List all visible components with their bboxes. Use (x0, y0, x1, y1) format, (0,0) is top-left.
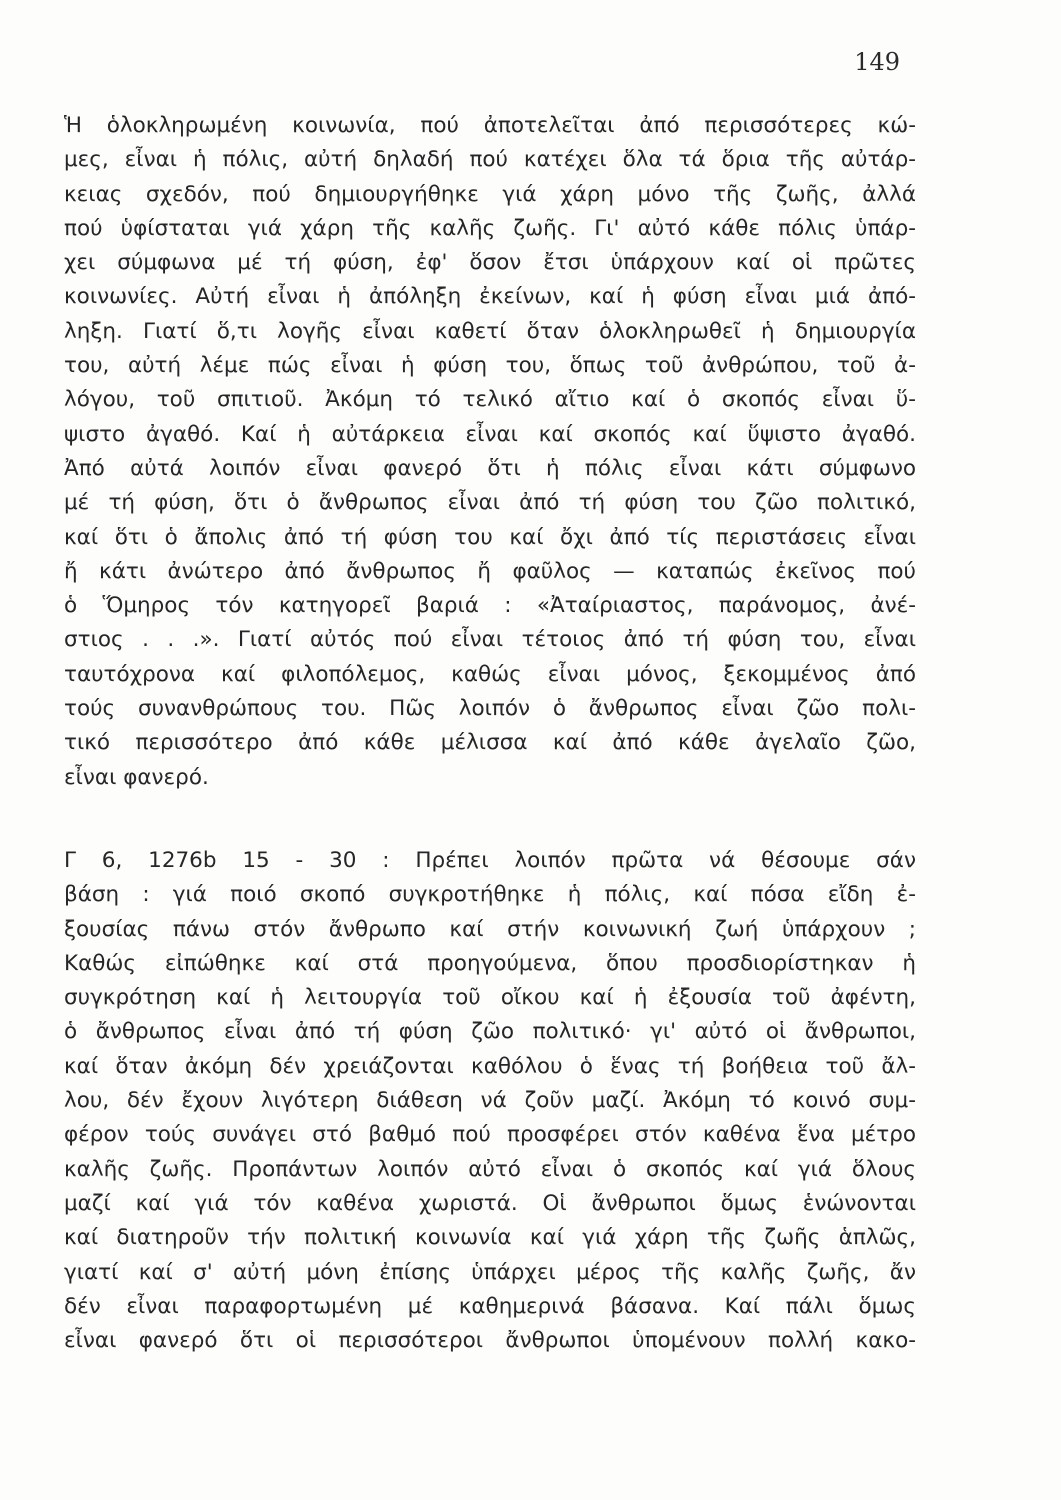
text-line: Ἡ ὁλοκληρωμένη κοινωνία, πού ἀποτελεῖται ἀπό περισσότερες κώ- (64, 113, 916, 138)
text-line: του, αὐτή λέμε πώς εἶναι ἡ φύση του, ὅπως τοῦ ἀνθρώπου, τοῦ ἀ- (64, 353, 916, 379)
text-line: ὁ ἄνθρωπος εἶναι ἀπό τή φύση ζῶο πολιτικό· γι' αὐτό οἱ ἄνθρωποι, (64, 1019, 916, 1045)
text-line: ψιστο ἀγαθό. Καί ἡ αὐτάρκεια εἶναι καί σκοπός καί ὕψιστο ἀγαθό. (64, 421, 916, 447)
text-line: λου, δέν ἔχουν λιγότερη διάθεση νά ζοῦν μαζί. Ἀκόμη τό κοινό συμ- (64, 1088, 916, 1114)
page-number: 149 (854, 48, 900, 76)
text-line: μαζί καί γιά τόν καθένα χωριστά. Οἱ ἄνθρωποι ὅμως ἑνώνονται (64, 1190, 916, 1216)
text-line: τικό περισσότερο ἀπό κάθε μέλισσα καί ἀπό κάθε ἀγελαῖο ζῶο, (64, 730, 916, 756)
text-line: ὁ Ὅμηρος τόν κατηγορεῖ βαριά : «Ἀταίριαστος, παράνομος, ἀνέ- (64, 593, 916, 619)
text-line: φέρον τούς συνάγει στό βαθμό πού προσφέρει στόν καθένα ἕνα μέτρο (64, 1122, 916, 1148)
text-line: Γ 6, 1276b 15 - 30 : Πρέπει λοιπόν πρῶτα νά θέσουμε σάν (64, 848, 916, 873)
text-line: λόγου, τοῦ σπιτιοῦ. Ἀκόμη τό τελικό αἴτιο καί ὁ σκοπός εἶναι ὕ- (64, 387, 916, 413)
text-line: τούς συνανθρώπους του. Πῶς λοιπόν ὁ ἄνθρωπος εἶναι ζῶο πολι- (64, 696, 916, 722)
paragraph-1 (64, 109, 916, 795)
text-line: εἶναι φανερό. (64, 764, 209, 790)
text-line: ταυτόχρονα καί φιλοπόλεμος, καθώς εἶναι μόνος, ξεκομμένος ἀπό (64, 661, 916, 687)
text-line: ληξη. Γιατί ὅ,τι λογῆς εἶναι καθετί ὅταν ὁλοκληρωθεῖ ἡ δημιουργία (64, 318, 916, 344)
text-line: γιατί καί σ' αὐτή μόνη ἐπίσης ὑπάρχει μέρος τῆς καλῆς ζωῆς, ἄν (64, 1259, 916, 1285)
text-line: καί διατηροῦν τήν πολιτική κοινωνία καί γιά χάρη τῆς ζωῆς ἁπλῶς, (64, 1225, 916, 1251)
text-line: καλῆς ζωῆς. Προπάντων λοιπόν αὐτό εἶναι ὁ σκοπός καί γιά ὅλους (64, 1156, 916, 1182)
text-line: κοινωνίες. Αὐτή εἶναι ἡ ἀπόληξη ἐκείνων, καί ἡ φύση εἶναι μιά ἀπό- (64, 284, 916, 310)
text-line: μες, εἶναι ἡ πόλις, αὐτή δηλαδή πού κατέχει ὅλα τά ὅρια τῆς αὐτάρ- (64, 147, 916, 173)
paragraph-2 (64, 844, 916, 1358)
text-line: πού ὑφίσταται γιά χάρη τῆς καλῆς ζωῆς. Γι' αὐτό κάθε πόλις ὑπάρ- (64, 215, 916, 241)
text-line: βάση : γιά ποιό σκοπό συγκροτήθηκε ἡ πόλις, καί πόσα εἴδη ἐ- (64, 882, 916, 908)
text-line: Καθώς εἰπώθηκε καί στά προηγούμενα, ὅπου προσδιορίστηκαν ἡ (64, 950, 916, 976)
text-line: εἶναι φανερό ὅτι οἱ περισσότεροι ἄνθρωποι ὑπομένουν πολλή κακο- (64, 1328, 916, 1354)
text-line: ξουσίας πάνω στόν ἄνθρωπο καί στήν κοινωνική ζωή ὑπάρχουν ; (64, 916, 916, 942)
text-line: δέν εἶναι παραφορτωμένη μέ καθημερινά βάσανα. Καί πάλι ὅμως (64, 1293, 916, 1319)
text-line: ἤ κάτι ἀνώτερο ἀπό ἄνθρωπος ἤ φαῦλος — καταπώς ἐκεῖνος πού (64, 558, 916, 584)
text-line: καί ὅτι ὁ ἄπολις ἀπό τή φύση του καί ὄχι ἀπό τίς περιστάσεις εἶναι (64, 524, 916, 550)
text-line: χει σύμφωνα μέ τή φύση, ἐφ' ὅσον ἔτσι ὑπάρχουν καί οἱ πρῶτες (64, 250, 916, 276)
text-line: καί ὅταν ἀκόμη δέν χρειάζονται καθόλου ὁ ἕνας τή βοήθεια τοῦ ἄλ- (64, 1053, 916, 1079)
text-line: μέ τή φύση, ὅτι ὁ ἄνθρωπος εἶναι ἀπό τή φύση του ζῶο πολιτικό, (64, 490, 916, 516)
text-line: στιος . . .». Γιατί αὐτός πού εἶναι τέτοιος ἀπό τή φύση του, εἶναι (64, 627, 916, 653)
text-line: κειας σχεδόν, πού δημιουργήθηκε γιά χάρη μόνο τῆς ζωῆς, ἀλλά (64, 181, 916, 207)
text-line: Ἀπό αὐτά λοιπόν εἶναι φανερό ὅτι ἡ πόλις εἶναι κάτι σύμφωνο (64, 455, 916, 481)
text-line: συγκρότηση καί ἡ λειτουργία τοῦ οἴκου καί ἡ ἐξουσία τοῦ ἀφέντη, (64, 985, 916, 1011)
